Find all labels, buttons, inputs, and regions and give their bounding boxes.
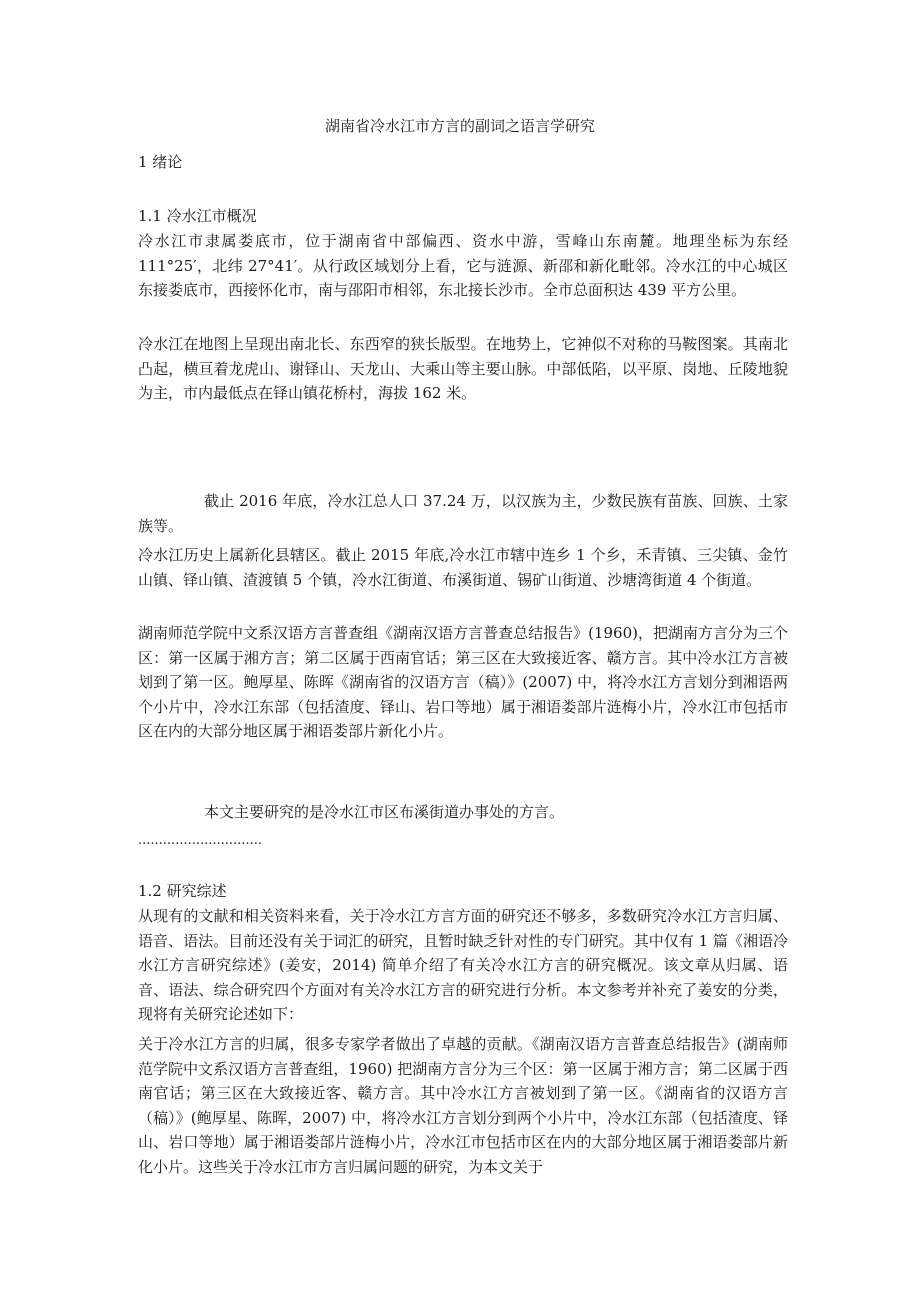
paragraph-scope: 本文主要研究的是冷水江市区布溪街道办事处的方言。 [204,803,565,821]
paragraph-location: 冷水江市隶属娄底市，位于湖南省中部偏西、资水中游，雪峰山东南麓。地理坐标为东经 111°25′，北纬 27°41′。从行政区域划分上看，它与涟源、新邵和新化毗邻。冷水江的中心城区东接娄底市，西接怀化市，南与邵阳市相邻，东北接长沙市。全市总面积达 439 平方公里。 [138,232,788,299]
paragraph-administration: 冷水江历史上属新化县辖区。截止 2015 年底,冷水江市辖中连乡 1 个乡，禾青镇、三尖镇、金竹山镇、铎山镇、渣渡镇 5 个镇，冷水江街道、布溪街道、锡矿山街道、沙塘湾街道 4 个街道。 [138,546,788,589]
paragraph-population: 截止 2016 年底，冷水江总人口 37.24 万，以汉族为主，少数民族有苗族、回族、土家族等。 [138,492,788,535]
section-heading-introduction: 1 绪论 [138,153,183,171]
section-heading-overview: 1.1 冷水江市概况 [138,207,257,225]
paragraph-literature: 从现有的文献和相关资料来看，关于冷水江方言方面的研究还不够多，多数研究冷水江方言归属、语音、语法。目前还没有关于词汇的研究，且暂时缺乏针对性的专门研究。其中仅有 1 篇《湘语冷水江方言研究综述》(姜安，2014) 简单介绍了有关冷水江方言的研究概况。该文章从归属、语音、语法、综合研究四个方面对有关冷水江方言的研究进行分析。本文参考并补充了姜安的分类，现将有关研究论述如下： [138,907,788,1023]
document-title: 湖南省冷水江市方言的副词之语言学研究 [324,117,595,135]
paragraph-attribution: 关于冷水江方言的归属，很多专家学者做出了卓越的贡献。《湖南汉语方言普查总结报告》(湖南师范学院中文系汉语方言普查组，1960) 把湖南方言分为三个区：第一区属于湘方言；第二区属于西南官话；第三区在大致接近客、赣方言。其中冷水江方言被划到了第一区。《湖南省的汉语方言（稿）》(鲍厚星、陈晖，2007) 中，将冷水江方言划分到两个小片中，冷水江东部（包括渣度、铎山、岩口等地）属于湘语娄部片涟梅小片，冷水江市包括市区在内的大部分地区属于湘语娄部片新化小片。这些关于冷水江市方言归属问题的研究，为本文关于 [138,1035,788,1176]
ellipsis-divider: .............................. [138,833,262,848]
paragraph-classification: 湖南师范学院中文系汉语方言普查组《湖南汉语方言普查总结报告》(1960)，把湖南方言分为三个区：第一区属于湘方言；第二区属于西南官话；第三区在大致接近客、赣方言。其中冷水江方言被划到了第一区。鲍厚星、陈晖《湖南省的汉语方言（稿）》(2007) 中，将冷水江方言划分到湘语两个小片中，冷水江东部（包括渣度、铎山、岩口等地）属于湘语娄部片涟梅小片，冷水江市包括市区在内的大部分地区属于湘语娄部片新化小片。 [138,624,788,740]
paragraph-terrain: 冷水江在地图上呈现出南北长、东西窄的狭长版型。在地势上，它神似不对称的马鞍图案。其南北凸起，横亘着龙虎山、谢铎山、天龙山、大乘山等主要山脉。中部低陷，以平原、岗地、丘陵地貌为主，市内最低点在铎山镇花桥村，海拔 162 米。 [138,335,788,402]
section-heading-review: 1.2 研究综述 [138,882,227,900]
